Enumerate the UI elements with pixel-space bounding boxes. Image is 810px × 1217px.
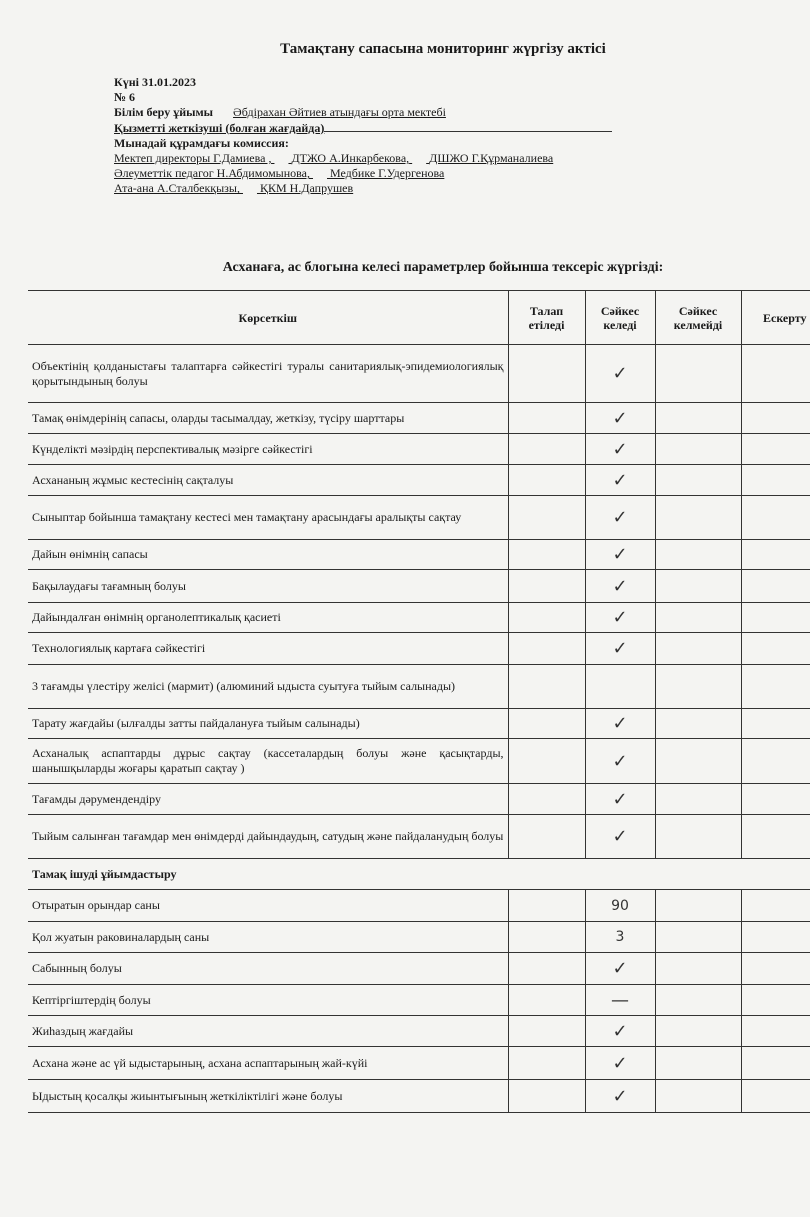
required-cell — [508, 603, 585, 633]
meta-block — [114, 75, 612, 197]
indicator-cell: Тамақ өнімдерінің сапасы, оларды тасымалдау, жеткізу, түсіру шарттары — [28, 403, 508, 434]
indicator-cell: Күнделікті мәзірдің перспективалық мәзірге сәйкестігі — [28, 434, 508, 465]
table-row — [28, 465, 810, 496]
table-row — [28, 1047, 810, 1080]
commission-label: Мынадай құрамдағы комиссия: — [114, 135, 289, 150]
note-cell — [741, 496, 810, 540]
noncompliant-cell — [655, 540, 741, 570]
commission-line1: Мектеп директоры Г.Дамиева , — [114, 151, 272, 166]
compliant-cell: ✓ — [585, 603, 655, 633]
indicator-cell: Дайындалған өнімнің органолептикалық қасиеті — [28, 603, 508, 633]
table-row — [28, 403, 810, 434]
compliant-cell: ✓ — [585, 345, 655, 403]
compliant-cell: ✓ — [585, 540, 655, 570]
indicator-cell: Ыдыстың қосалқы жиынтығының жеткіліктілігі және болуы — [28, 1080, 508, 1113]
commission-line3: Ата-ана А.Сталбекқызы, — [114, 181, 240, 196]
provider-blank — [324, 121, 612, 132]
indicator-cell: Асханалық аспаптарды дұрыс сақтау (кассеталардың болуы және қасықтарды, шанышқыларды жоғары қаратып сақтау ) — [28, 739, 508, 784]
compliant-cell: ✓ — [585, 1047, 655, 1080]
compliant-cell: ✓ — [585, 1080, 655, 1113]
note-cell — [741, 403, 810, 434]
indicator-cell: Дайын өнімнің сапасы — [28, 540, 508, 570]
compliant-cell: ✓ — [585, 709, 655, 739]
note-cell — [741, 1016, 810, 1047]
required-cell — [508, 665, 585, 709]
note-cell — [741, 815, 810, 859]
indicator-cell: 3 тағамды үлестіру желісі (мармит) (алюминий ыдыста суытуға тыйым салынады) — [28, 665, 508, 709]
indicator-cell: Асхананың жұмыс кестесінің сақталуы — [28, 465, 508, 496]
noncompliant-cell — [655, 890, 741, 922]
indicator-cell: Асхана және ас үй ыдыстарының, асхана аспаптарының жай-күйі — [28, 1047, 508, 1080]
compliant-cell: ✓ — [585, 739, 655, 784]
indicator-cell: Тарату жағдайы (ылғалды затты пайдалануға тыйым салынады) — [28, 709, 508, 739]
header-note: Ескерту — [741, 291, 810, 345]
indicator-cell: Отыратын орындар саны — [28, 890, 508, 922]
org-value: Әбдірахан Әйтиев атындағы орта мектебі — [233, 105, 446, 120]
table-body-main — [28, 345, 810, 859]
note-cell — [741, 345, 810, 403]
section-title: Тамақ ішуді ұйымдастыру — [28, 859, 810, 890]
commission-line1c: ДШЖО Г.Құрманалиева — [429, 151, 554, 166]
indicator-cell: Сабынның болуы — [28, 953, 508, 985]
indicator-cell: Жиһаздың жағдайы — [28, 1016, 508, 1047]
required-cell — [508, 784, 585, 815]
noncompliant-cell — [655, 1016, 741, 1047]
table-row — [28, 1016, 810, 1047]
required-cell — [508, 985, 585, 1016]
note-cell — [741, 922, 810, 953]
table-row — [28, 345, 810, 403]
table-row — [28, 953, 810, 985]
noncompliant-cell — [655, 953, 741, 985]
indicator-cell: Тағамды дәрумендендіру — [28, 784, 508, 815]
table-row — [28, 1080, 810, 1113]
indicator-cell: Бақылаудағы тағамның болуы — [28, 570, 508, 603]
noncompliant-cell — [655, 1080, 741, 1113]
header-compliant: Сәйкес келеді — [585, 291, 655, 345]
provider-label: Қызметті жеткізуші (болған жағдайда) — [114, 120, 325, 135]
compliant-cell: ✓ — [585, 815, 655, 859]
indicator-cell: Сыныптар бойынша тамақтану кестесі мен тамақтану арасындағы аралықты сақтау — [28, 496, 508, 540]
commission-line3b: ҚКМ Н.Дапрушев — [259, 181, 354, 196]
indicator-cell: Технологиялық картаға сәйкестігі — [28, 633, 508, 665]
noncompliant-cell — [655, 739, 741, 784]
compliant-cell: ✓ — [585, 1016, 655, 1047]
note-cell — [741, 709, 810, 739]
indicator-cell: Объектінің қолданыстағы талаптарға сәйкестігі туралы санитариялық-эпидемиологиялық қорытындының болуы — [28, 345, 508, 403]
required-cell — [508, 739, 585, 784]
required-cell — [508, 1080, 585, 1113]
required-cell — [508, 1047, 585, 1080]
indicator-cell: Қол жуатын раковиналардың саны — [28, 922, 508, 953]
header-required: Талап етіледі — [508, 291, 585, 345]
table-row — [28, 496, 810, 540]
table-row — [28, 922, 810, 953]
note-cell — [741, 953, 810, 985]
table-row — [28, 815, 810, 859]
table-row — [28, 890, 810, 922]
noncompliant-cell — [655, 570, 741, 603]
table-row — [28, 985, 810, 1016]
required-cell — [508, 953, 585, 985]
header-noncompliant: Сәйкес келмейді — [655, 291, 741, 345]
note-cell — [741, 465, 810, 496]
noncompliant-cell — [655, 665, 741, 709]
table-row — [28, 665, 810, 709]
note-cell — [741, 633, 810, 665]
compliant-cell: ✓ — [585, 953, 655, 985]
note-cell — [741, 540, 810, 570]
noncompliant-cell — [655, 345, 741, 403]
table-body-organization — [28, 859, 810, 1113]
compliant-cell: 3 — [585, 922, 655, 953]
note-cell — [741, 985, 810, 1016]
required-cell — [508, 345, 585, 403]
required-cell — [508, 633, 585, 665]
required-cell — [508, 434, 585, 465]
compliant-cell: ✓ — [585, 496, 655, 540]
table-row — [28, 709, 810, 739]
noncompliant-cell — [655, 709, 741, 739]
required-cell — [508, 465, 585, 496]
noncompliant-cell — [655, 434, 741, 465]
table-row — [28, 784, 810, 815]
compliant-cell: ✓ — [585, 403, 655, 434]
compliant-cell: ✓ — [585, 465, 655, 496]
required-cell — [508, 570, 585, 603]
table-row — [28, 540, 810, 570]
note-cell — [741, 603, 810, 633]
noncompliant-cell — [655, 815, 741, 859]
noncompliant-cell — [655, 784, 741, 815]
compliant-cell: ✓ — [585, 570, 655, 603]
compliant-cell: ✓ — [585, 434, 655, 465]
indicator-cell: Кептіргіштердің болуы — [28, 985, 508, 1016]
header-indicator: Көрсеткіш — [28, 291, 508, 345]
required-cell — [508, 815, 585, 859]
table-row — [28, 603, 810, 633]
table-row — [28, 739, 810, 784]
commission-line1b: ДТЖО А.Инкарбекова, — [291, 151, 410, 166]
inspection-table — [28, 290, 810, 1113]
noncompliant-cell — [655, 633, 741, 665]
note-cell — [741, 739, 810, 784]
noncompliant-cell — [655, 1047, 741, 1080]
table-row — [28, 434, 810, 465]
note-cell — [741, 665, 810, 709]
compliant-cell — [585, 665, 655, 709]
table-row — [28, 570, 810, 603]
section-subtitle: Асханаға, ас блогына келесі параметрлер бойынша тексеріс жүргізді: — [222, 260, 664, 275]
noncompliant-cell — [655, 465, 741, 496]
compliant-cell: ✓ — [585, 633, 655, 665]
required-cell — [508, 922, 585, 953]
required-cell — [508, 890, 585, 922]
noncompliant-cell — [655, 985, 741, 1016]
note-cell — [741, 1047, 810, 1080]
note-cell — [741, 784, 810, 815]
document-title: Тамақтану сапасына мониторинг жүргізу актісі — [280, 41, 606, 57]
note-cell — [741, 434, 810, 465]
table-row — [28, 633, 810, 665]
compliant-cell: ✓ — [585, 784, 655, 815]
act-number: № 6 — [114, 90, 136, 105]
required-cell — [508, 709, 585, 739]
compliant-cell: 90 — [585, 890, 655, 922]
noncompliant-cell — [655, 922, 741, 953]
required-cell — [508, 403, 585, 434]
required-cell — [508, 1016, 585, 1047]
noncompliant-cell — [655, 603, 741, 633]
note-cell — [741, 890, 810, 922]
section-row — [28, 859, 810, 890]
required-cell — [508, 496, 585, 540]
noncompliant-cell — [655, 496, 741, 540]
commission-line2b: Медбике Г.Удергенова — [330, 166, 445, 181]
note-cell — [741, 570, 810, 603]
date-label: Күні 31.01.2023 — [114, 75, 196, 89]
indicator-cell: Тыйым салынған тағамдар мен өнімдерді дайындаудың, сатудың және пайдаланудың болуы — [28, 815, 508, 859]
commission-line2: Әлеуметтік педагог Н.Абдимомынова, — [114, 166, 310, 181]
org-label: Білім беру ұйымы — [114, 105, 214, 120]
note-cell — [741, 1080, 810, 1113]
noncompliant-cell — [655, 403, 741, 434]
compliant-cell: — — [585, 985, 655, 1016]
required-cell — [508, 540, 585, 570]
